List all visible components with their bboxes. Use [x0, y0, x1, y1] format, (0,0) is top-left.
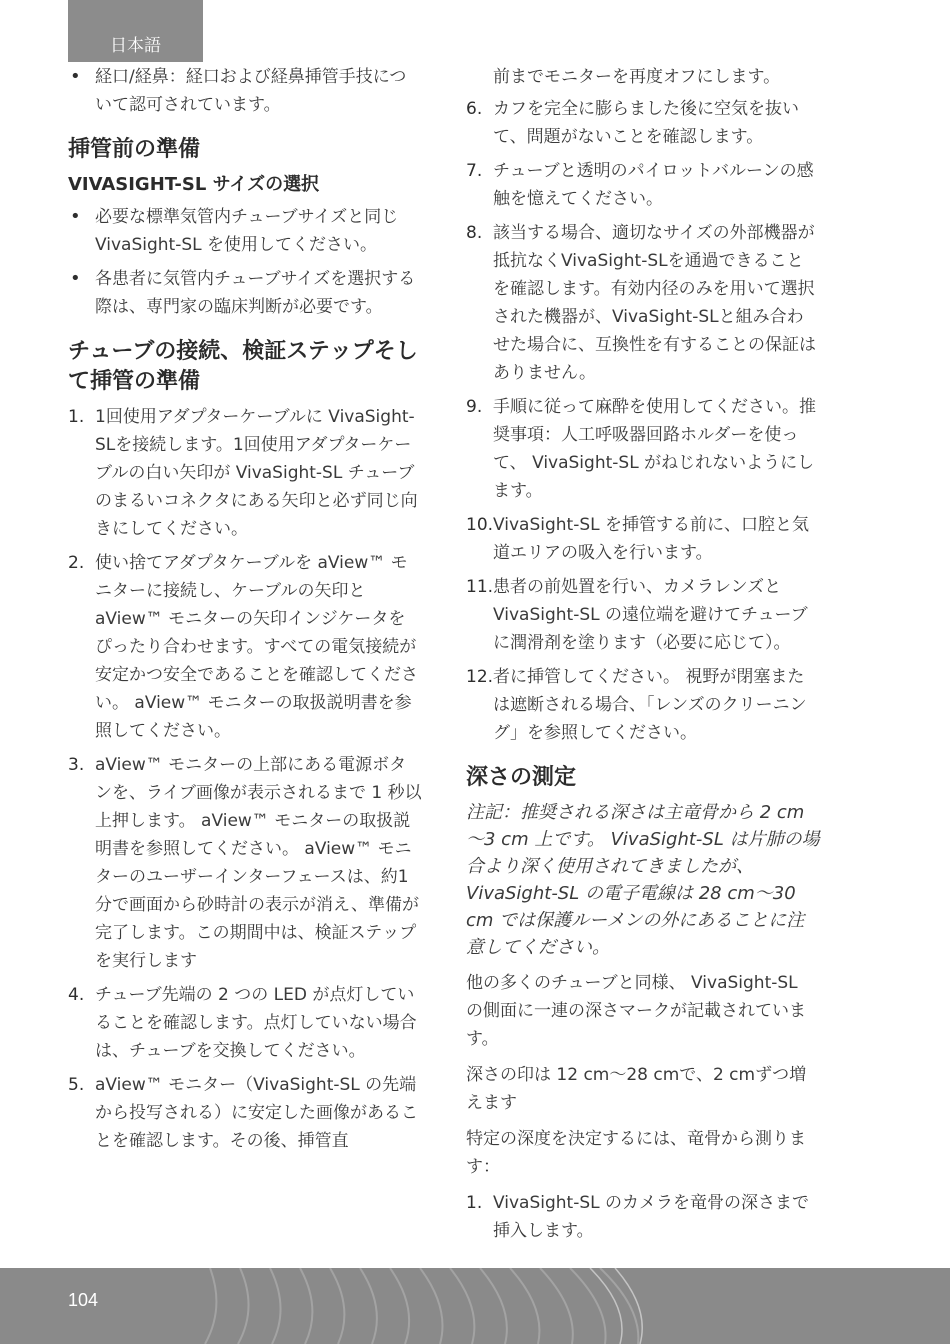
right-column — [466, 63, 820, 1251]
step-text: チューブと透明のパイロットバルーンの感触を憶えてください。 — [493, 161, 814, 209]
bullet-icon: • — [70, 206, 81, 227]
left-column — [68, 63, 422, 1161]
list-item — [68, 265, 422, 321]
step-number: 8. — [466, 223, 483, 243]
step-item — [68, 403, 422, 543]
paragraph: 深さの印は 12 cm～28 cmで、2 cmずつ増えます — [466, 1065, 807, 1113]
step-number: 10. — [466, 515, 494, 535]
step-item — [466, 573, 820, 657]
step-text: 使い捨てアダプタケーブルを aView™ モニターに接続し、ケーブルの矢印と aView™ モニターの矢印インジケータをぴったり合わせます。すべての電気接続が安定かつ安全であることを確認してください。 aView™ モニターの取扱説明書を参照してください。 — [95, 553, 418, 741]
step-number: 4. — [68, 985, 85, 1005]
step-text: 該当する場合、適切なサイズの外部機器が抵抗なくVivaSight-SLを通過できることを確認します。有効内径のみを用いて選択された機器が、VivaSight-SLと組み合わせた場合に、互換性を有することの保証はありません。 — [493, 223, 816, 383]
step-number: 9. — [466, 397, 483, 417]
step-number: 6. — [466, 99, 483, 119]
step-number: 2. — [68, 553, 85, 573]
step-item — [466, 1189, 820, 1245]
step-number: 11. — [466, 577, 494, 597]
paragraph: 特定の深度を決定するには、竜骨から測ります： — [466, 1129, 806, 1177]
depth-note: 注記：推奨される深さは主竜骨から 2 cm～3 cm 上です。 VivaSight-SL は片肺の場合より深く使用されてきましたが、VivaSight-SL の電子電線は 28 cm～30 cm では保護ルーメンの外にあることに注意してください。 — [466, 802, 820, 958]
intro-bullet-text: 経口/経鼻：経口および経鼻挿管手技について認可されています。 — [95, 67, 407, 115]
continued-text: 前までモニターを再度オフにします。 — [493, 67, 781, 87]
decorative-arcs — [0, 1268, 950, 1344]
step-number: 1. — [466, 1193, 483, 1213]
section-subtitle-size: VIVASIGHT-SL サイズの選択 — [68, 174, 320, 195]
bullet-icon: • — [70, 268, 81, 289]
step-item — [466, 219, 820, 387]
step-text: VivaSight-SL のカメラを竜骨の深さまで挿入します。 — [493, 1193, 810, 1241]
step-text: 1回使用アダプターケーブルに VivaSight-SLを接続します。1回使用アダプターケーブルの白い矢印が VivaSight-SL チューブのまるいコネクタにある矢印と必ず同じ向きにしてください。 — [95, 407, 418, 539]
step-number: 1. — [68, 407, 85, 427]
step-text: 手順に従って麻酔を使用してください。推奨事項：人工呼吸器回路ホルダーを使って、 VivaSight-SL がねじれないようにします。 — [493, 397, 816, 501]
step-item — [466, 511, 820, 567]
footer-band — [0, 1268, 950, 1344]
step-text: 患者の前処置を行い、カメラレンズとVivaSight-SL の遠位端を避けてチューブに潤滑剤を塗ります（必要に応じて）。 — [493, 577, 808, 653]
list-item — [68, 203, 422, 259]
step-item — [466, 157, 820, 213]
step-text: カフを完全に膨らました後に空気を抜いて、問題がないことを確認します。 — [493, 99, 799, 147]
step-item — [68, 981, 422, 1065]
bullet-text: 必要な標準気管内チューブサイズと同じ VivaSight-SL を使用してください。 — [95, 207, 399, 255]
language-label: 日本語 — [110, 36, 161, 56]
step-number: 3. — [68, 755, 85, 775]
step-number: 12. — [466, 667, 494, 687]
section-title-preparation: 挿管前の準備 — [68, 137, 201, 162]
step-number: 7. — [466, 161, 483, 181]
bullet-text: 各患者に気管内チューブサイズを選択する際は、専門家の臨床判断が必要です。 — [95, 269, 416, 317]
step-text: aView™ モニター（VivaSight-SL の先端から投写される）に安定した画像があることを確認します。その後、挿管直 — [95, 1075, 418, 1151]
step-number: 5. — [68, 1075, 85, 1095]
section-title-connection: チューブの接続、検証ステップそして挿管の準備 — [68, 339, 418, 394]
step-item — [466, 663, 820, 747]
step-item — [68, 1071, 422, 1155]
page-number: 104 — [68, 1290, 99, 1310]
step-text: 者に挿管してください。 視野が閉塞または遮断される場合、「レンズのクリーニング」を参照してください。 — [493, 667, 807, 743]
paragraph: 他の多くのチューブと同様、 VivaSight-SL の側面に一連の深さマークが記載されています。 — [466, 973, 806, 1049]
section-title-depth: 深さの測定 — [466, 765, 577, 790]
step-item — [466, 95, 820, 151]
step-item — [68, 751, 422, 975]
step-item — [466, 393, 820, 505]
language-tab — [68, 0, 203, 62]
step-text: チューブ先端の 2 つの LED が点灯していることを確認します。点灯していない場合は、チューブを交換してください。 — [95, 985, 417, 1061]
step-text: aView™ モニターの上部にある電源ボタンを、ライブ画像が表示されるまで 1 秒以上押します。 aView™ モニターの取扱説明書を参照してください。 aView™ モニターのユーザーインターフェースは、約1分で画面から砂時計の表示が消え、準備が完了します。この期間中は、検証ステップを実行します — [95, 755, 422, 971]
step-item — [68, 549, 422, 745]
step-text: VivaSight-SL を挿管する前に、口腔と気道エリアの吸入を行います。 — [493, 515, 810, 563]
list-item — [68, 63, 422, 119]
bullet-icon: • — [70, 66, 81, 87]
